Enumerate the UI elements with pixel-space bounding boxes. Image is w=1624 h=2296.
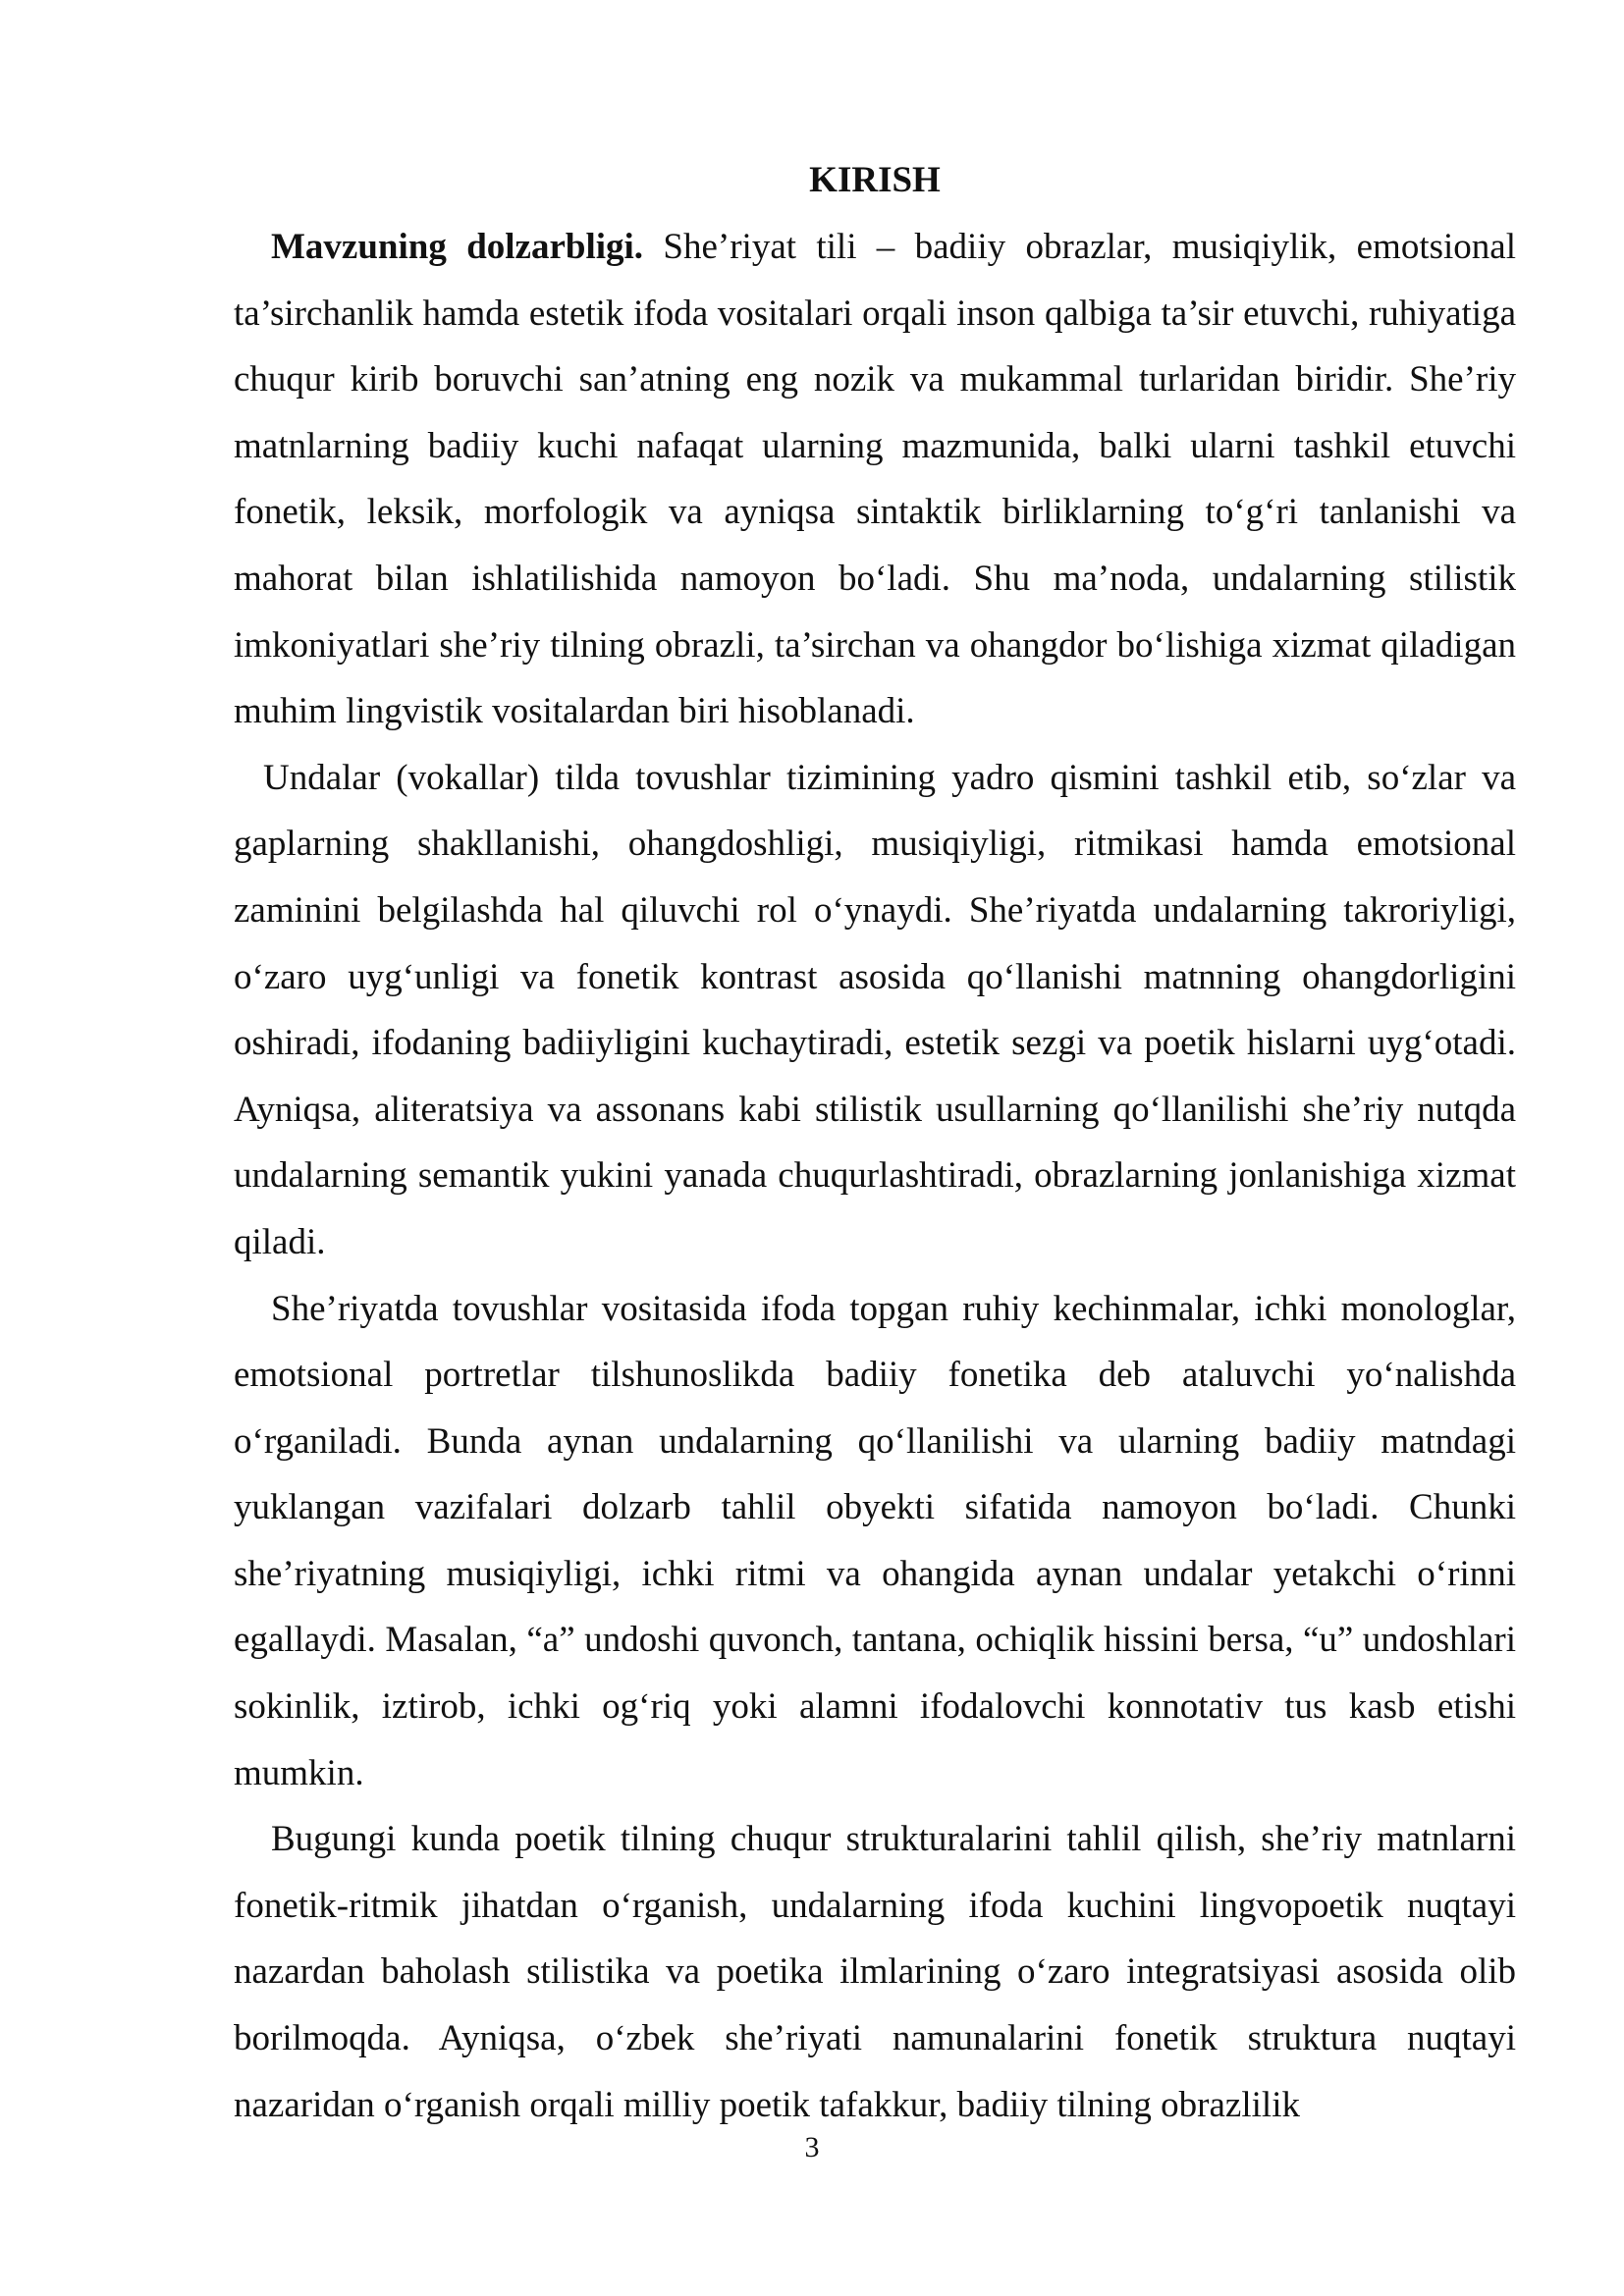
document-page <box>234 147 1516 2138</box>
paragraph-text: She’riyatda tovushlar vositasida ifoda topgan ruhiy kechinmalar, ichki monologlar, emotsional portretlar tilshunoslikda badiiy fonetika deb ataluvchi yo‘nalishda o‘rganiladi. Bunda aynan undalarning qo‘llanilishi va ularning badiiy matndagi yuklangan vazifalari dolzarb tahlil obyekti sifatida namoyon bo‘ladi. Chunki she’riyatning musiqiyligi, ichki ritmi va ohangida aynan undalar yetakchi o‘rinni egallaydi. Masalan, “a” undoshi quvonch, tantana, ochiqlik hissini bersa, “u” undoshlari sokinlik, iztirob, ichki og‘riq yoki alamni ifodalovchi konnotativ tus kasb etishi mumkin. <box>234 1288 1516 1793</box>
paragraph-text: Undalar (vokallar) tilda tovushlar tizimining yadro qismini tashkil etib, so‘zlar va gaplarning shakllanishi, ohangdoshligi, musiqiyligi, ritmikasi hamda emotsional zaminini belgilashda hal qiluvchi rol o‘ynaydi. She’riyatda undalarning takroriyligi, o‘zaro uyg‘unligi va fonetik kontrast asosida qo‘llanishi matnning ohangdorligini oshiradi, ifodaning badiiyligini kuchaytiradi, estetik sezgi va poetik hislarni uyg‘otadi. Ayniqsa, aliteratsiya va assonans kabi stilistik usullarning qo‘llanilishi she’riy nutqda undalarning semantik yukini yanada chuqurlashtiradi, obrazlarning jonlanishiga xizmat qiladi. <box>234 757 1516 1262</box>
paragraph-relevance <box>234 214 1516 745</box>
paragraph-text: Bugungi kunda poetik tilning chuqur strukturalarini tahlil qilish, she’riy matnlarni fonetik-ritmik jihatdan o‘rganish, undalarning ifoda kuchini lingvopoetik nuqtayi nazardan baholash stilistika va poetika ilmlarining o‘zaro integratsiyasi asosida olib borilmoqda. Ayniqsa, o‘zbek she’riyati namunalarini fonetik struktura nuqtayi nazaridan o‘rganish orqali milliy poetik tafakkur, badiiy tilning obrazlilik <box>234 1819 1516 2125</box>
paragraph-today <box>234 1806 1516 2138</box>
paragraph-vowels <box>234 745 1516 1276</box>
paragraph-lead: Mavzuning dolzarbligi. <box>271 227 644 267</box>
section-heading: KIRISH <box>809 160 941 200</box>
paragraph-phonetics <box>234 1276 1516 1807</box>
page-number: 3 <box>804 2131 820 2163</box>
paragraph-text: She’riyat tili – badiiy obrazlar, musiqiylik, emotsional ta’sirchanlik hamda estetik ifoda vositalari orqali inson qalbiga ta’sir etuvchi, ruhiyatiga chuqur kirib boruvchi san’atning eng nozik va mukammal turlaridan biridir. She’riy matnlarning badiiy kuchi nafaqat ularning mazmunida, balki ularni tashkil etuvchi fonetik, leksik, morfologik va ayniqsa sintaktik birliklarning to‘g‘ri tanlanishi va mahorat bilan ishlatilishida namoyon bo‘ladi. Shu ma’noda, undalarning stilistik imkoniyatlari she’riy tilning obrazli, ta’sirchan va ohangdor bo‘lishiga xizmat qiladigan muhim lingvistik vositalardan biri hisoblanadi. <box>234 227 1516 732</box>
